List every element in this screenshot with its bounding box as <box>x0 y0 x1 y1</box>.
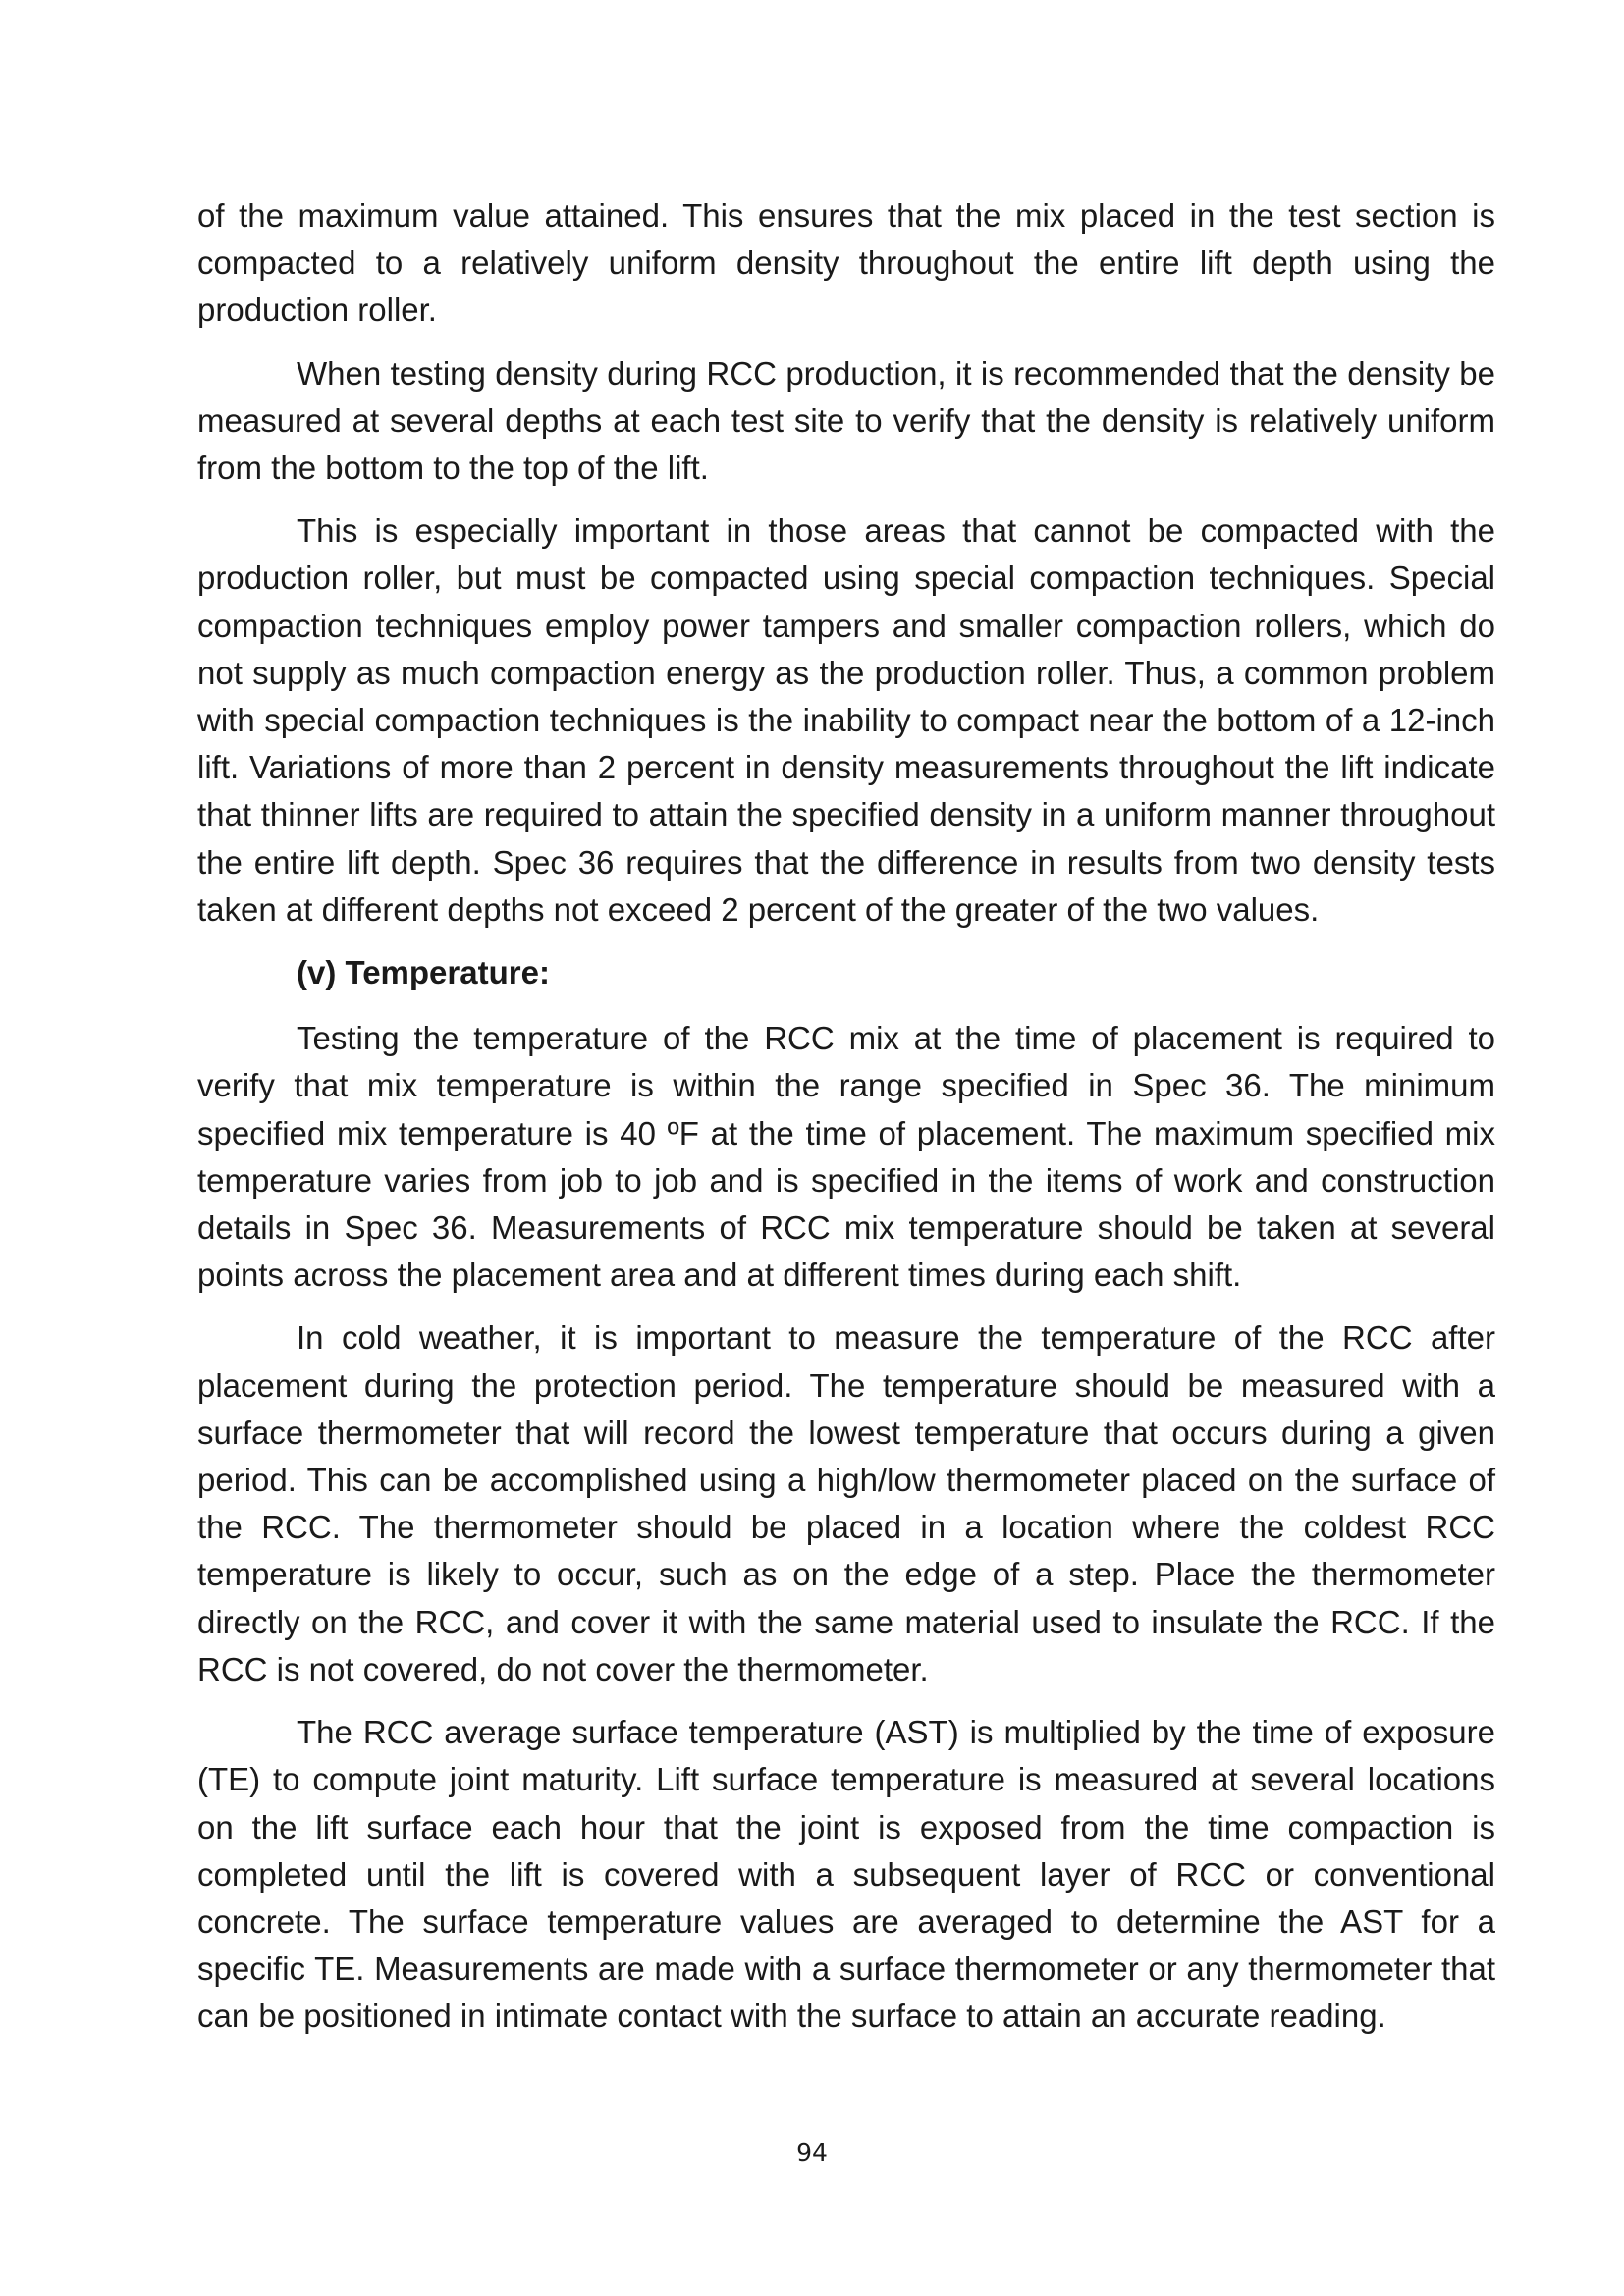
section-heading-temperature: (v) Temperature: <box>297 954 550 991</box>
paragraph-cold-weather: In cold weather, it is important to measure the temperature of the RCC after placement during the protection period. The temperature should be measured with a surface thermometer that will record the lowest temperature that occurs during a given period. This can be accomplished using a high/low thermometer placed on the surface of the RCC. The thermometer should be placed in a location where the coldest RCC temperature is likely to occur, such as on the edge of a step. Place the thermometer directly on the RCC, and cover it with the same material used to insulate the RCC. If the RCC is not covered, do not cover the thermometer. <box>197 1319 1495 1687</box>
paragraph-mix-temperature: Testing the temperature of the RCC mix at the time of placement is required to verify that mix temperature is within the range specified in Spec 36. The minimum specified mix temperature is 40 ºF at the time of placement. The maximum specified mix temperature varies from job to job and is specified in the items of work and construction details in Spec 36. Measurements of RCC mix temperature should be taken at several points across the placement area and at different times during each shift. <box>197 1020 1495 1294</box>
paragraph-joint-maturity: The RCC average surface temperature (AST) is multiplied by the time of exposure (TE) to compute joint maturity. Lift surface temperature is measured at several locations on the lift surface each hour that the joint is exposed from the time compaction is completed until the lift is covered with a subsequent layer of RCC or conventional concrete. The surface temperature values are averaged to determine the AST for a specific TE. Measurements are made with a surface thermometer or any thermometer that can be positioned in intimate contact with the surface to attain an accurate reading. <box>197 1714 1495 2035</box>
paragraph-compaction-uniformity: of the maximum value attained. This ensures that the mix placed in the test section is compacted to a relatively uniform density throughout the entire lift depth using the production roller. <box>197 197 1495 329</box>
paragraph-density-testing: When testing density during RCC production, it is recommended that the density be measured at several depths at each test site to verify that the density is relatively uniform from the bottom to the top of the lift. <box>197 354 1495 487</box>
page-body <box>197 192 1495 2056</box>
paragraph-special-compaction: This is especially important in those areas that cannot be compacted with the production roller, but must be compacted using special compaction techniques. Special compaction techniques employ power tampers and smaller compaction rollers, which do not supply as much compaction energy as the production roller. Thus, a common problem with special compaction techniques is the inability to compact near the bottom of a 12-inch lift. Variations of more than 2 percent in density measurements throughout the lift indicate that thinner lifts are required to attain the specified density in a uniform manner throughout the entire lift depth. Spec 36 requires that the difference in results from two density tests taken at different depths not exceed 2 percent of the greater of the two values. <box>197 512 1495 928</box>
page-number: 94 <box>796 2138 828 2166</box>
